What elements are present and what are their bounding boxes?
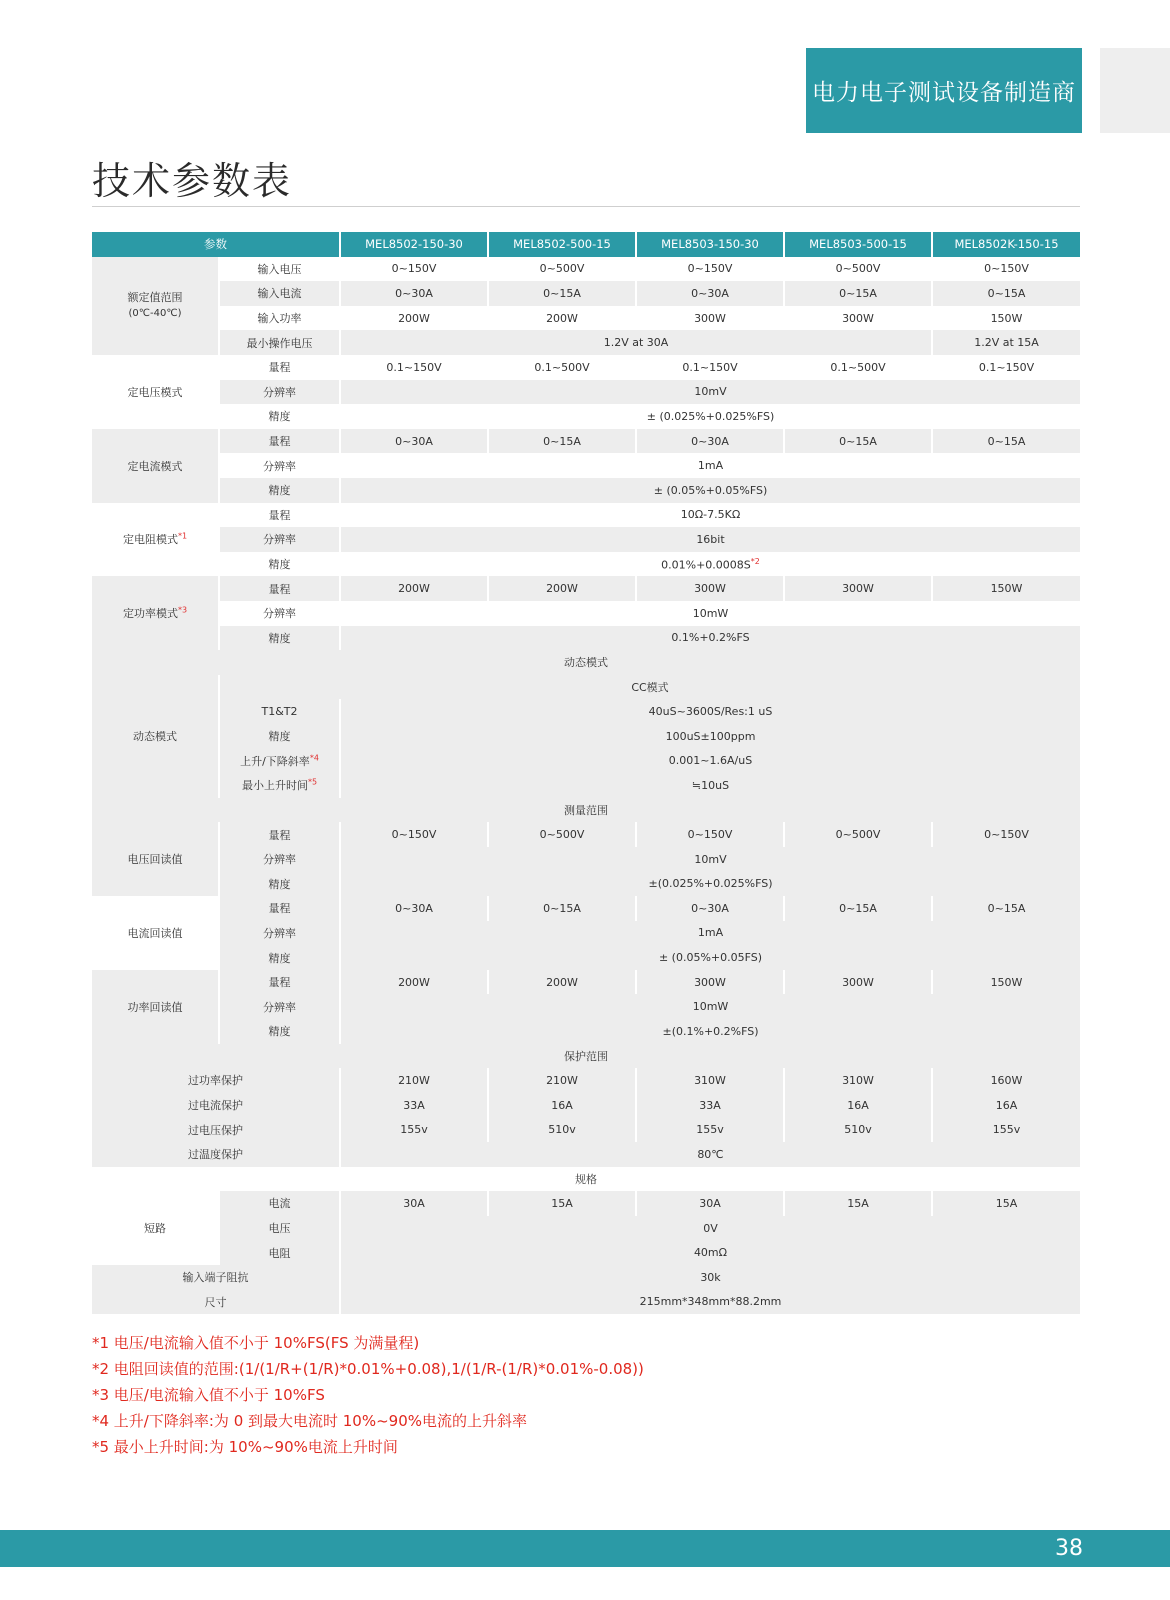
brand-tab: 电力电子测试设备制造商 (806, 48, 1082, 133)
row-label: 量程 (219, 503, 340, 528)
cell: 10mW (340, 601, 1080, 626)
cell: ± (0.025%+0.025%FS) (340, 404, 1080, 429)
row-label: 量程 (219, 970, 340, 995)
section-title: 保护范围 (92, 1044, 1080, 1069)
table-row (92, 1265, 1080, 1290)
cell: 0~30A (340, 281, 488, 306)
model-header: MEL8502-150-30 (340, 232, 488, 257)
cell: 200W (340, 306, 488, 331)
group-label-pr: 功率回读值 (92, 970, 219, 1044)
page-title: 技术参数表 (92, 159, 293, 203)
cell: 10Ω-7.5KΩ (340, 503, 1080, 528)
page-number: 38 (1055, 1536, 1083, 1561)
table-row (92, 699, 1080, 724)
table-row (92, 1290, 1080, 1315)
cell: 0~15A (932, 896, 1080, 921)
row-label: 分辨率 (219, 601, 340, 626)
table-row (92, 576, 1080, 601)
row-label: 分辨率 (219, 453, 340, 478)
table-row (92, 257, 1080, 282)
row-label: 输入功率 (219, 306, 340, 331)
param-header: 参数 (92, 232, 340, 257)
footnote: *3 电压/电流输入值不小于 10%FS (92, 1386, 325, 1404)
cell: 0~30A (636, 429, 784, 454)
table-row (92, 945, 1080, 970)
row-label: 电阻 (219, 1240, 340, 1265)
cell: 16bit (340, 527, 1080, 552)
table-row (92, 1191, 1080, 1216)
model-header: MEL8502-500-15 (488, 232, 636, 257)
table-row (92, 429, 1080, 454)
table-row (92, 1240, 1080, 1265)
cell: 30A (636, 1191, 784, 1216)
cell: 15A (932, 1191, 1080, 1216)
cell: 10mV (340, 380, 1080, 405)
table-header-row (92, 232, 1080, 257)
table-row (92, 503, 1080, 528)
cell: 0~500V (784, 257, 932, 282)
cell: 200W (488, 576, 636, 601)
spec-table (92, 232, 1080, 1314)
section-row (92, 1044, 1080, 1069)
row-label: 精度 (219, 1019, 340, 1044)
row-label: 输入电流 (219, 281, 340, 306)
cell: 1mA (340, 453, 1080, 478)
table-row (92, 724, 1080, 749)
cell: 0~150V (636, 257, 784, 282)
cell: 0.1~150V (636, 355, 784, 380)
cell: 0~150V (340, 822, 488, 847)
table-row (92, 306, 1080, 331)
table-row (92, 994, 1080, 1019)
row-label: 过电流保护 (92, 1093, 340, 1118)
footnote: *2 电阻回读值的范围:(1/(1/R+(1/R)*0.01%+0.08),1/(1/R-(1/R)*0.01%-0.08)) (92, 1360, 644, 1378)
cell: ≒10uS (340, 773, 1080, 798)
cell: 200W (488, 306, 636, 331)
section-row (92, 650, 1080, 675)
row-label: 量程 (219, 822, 340, 847)
cell: 310W (636, 1068, 784, 1093)
cell: 0~15A (932, 429, 1080, 454)
row-label: 分辨率 (219, 921, 340, 946)
cell: 200W (340, 970, 488, 995)
row-label: 精度 (219, 552, 340, 577)
row-label: 量程 (219, 355, 340, 380)
table-row (92, 281, 1080, 306)
group-label-dyn: 动态模式 (92, 675, 219, 798)
model-header: MEL8502K-150-15 (932, 232, 1080, 257)
cell: 150W (932, 576, 1080, 601)
cell: 0~150V (932, 822, 1080, 847)
section-row (92, 1167, 1080, 1192)
cell: 510v (784, 1117, 932, 1142)
cell: 300W (636, 576, 784, 601)
cell: 0~15A (784, 896, 932, 921)
row-label: 输入端子阻抗 (92, 1265, 340, 1290)
table-row (92, 1142, 1080, 1167)
row-label: 量程 (219, 429, 340, 454)
cell: 1.2V at 30A (340, 330, 932, 355)
cell: 155v (636, 1117, 784, 1142)
cell: 160W (932, 1068, 1080, 1093)
table-row (92, 453, 1080, 478)
cell: 310W (784, 1068, 932, 1093)
table-row (92, 626, 1080, 651)
group-label-cp: 定功率模式$^{*3}$ (92, 576, 219, 650)
table-row (92, 921, 1080, 946)
row-label: 电流 (219, 1191, 340, 1216)
cell: 210W (340, 1068, 488, 1093)
row-label: 最小上升时间$^{*5}$ (219, 773, 340, 798)
group-label-ir: 电流回读值 (92, 896, 219, 970)
cell: 16A (784, 1093, 932, 1118)
group-label-vr: 电压回读值 (92, 822, 219, 896)
row-label: 精度 (219, 871, 340, 896)
table-row (92, 1019, 1080, 1044)
table-row (92, 1093, 1080, 1118)
cell: 0~15A (488, 281, 636, 306)
row-label: 最小操作电压 (219, 330, 340, 355)
row-label: T1&T2 (219, 699, 340, 724)
cell: 33A (340, 1093, 488, 1118)
row-label: 尺寸 (92, 1290, 340, 1315)
cell: 16A (932, 1093, 1080, 1118)
cell: 0.1%+0.2%FS (340, 626, 1080, 651)
table-row (92, 330, 1080, 355)
cell: 0~15A (784, 429, 932, 454)
cell: 150W (932, 970, 1080, 995)
row-label: 精度 (219, 724, 340, 749)
cell: $0.01\%+0.0008S^{*2}$ (340, 552, 1080, 577)
cell: 0~150V (636, 822, 784, 847)
table-row (92, 970, 1080, 995)
table-row (92, 527, 1080, 552)
cell: CC模式 (219, 675, 1080, 700)
cell: ±(0.025%+0.025%FS) (340, 871, 1080, 896)
cell: 510v (488, 1117, 636, 1142)
row-label: 精度 (219, 626, 340, 651)
group-label-cr: 定电阻模式$^{*1}$ (92, 503, 219, 577)
row-label: 过温度保护 (92, 1142, 340, 1167)
cell: 0~150V (932, 257, 1080, 282)
table-row (92, 1068, 1080, 1093)
cell: 80℃ (340, 1142, 1080, 1167)
cell: 16A (488, 1093, 636, 1118)
cell: 33A (636, 1093, 784, 1118)
cell: ± (0.05%+0.05FS) (340, 945, 1080, 970)
row-label: 量程 (219, 576, 340, 601)
row-label: 精度 (219, 945, 340, 970)
row-label: 分辨率 (219, 527, 340, 552)
cell: 0~30A (340, 429, 488, 454)
table-row (92, 773, 1080, 798)
cell: 30A (340, 1191, 488, 1216)
section-title: 规格 (92, 1167, 1080, 1192)
table-row (92, 380, 1080, 405)
cell: 0~30A (636, 281, 784, 306)
cell: 0~500V (488, 822, 636, 847)
footnotes (92, 1330, 644, 1460)
cell: 0.1~500V (488, 355, 636, 380)
row-label: 电压 (219, 1216, 340, 1241)
group-label-short: 短路 (92, 1191, 219, 1265)
footnote: *5 最小上升时间:为 10%~90%电流上升时间 (92, 1438, 398, 1456)
table-row (92, 478, 1080, 503)
table-row (92, 748, 1080, 773)
cell: 0.1~150V (932, 355, 1080, 380)
cell: 300W (784, 970, 932, 995)
cell: 300W (784, 306, 932, 331)
cell: 150W (932, 306, 1080, 331)
row-label: 过电压保护 (92, 1117, 340, 1142)
row-label: 分辨率 (219, 847, 340, 872)
row-label: 分辨率 (219, 994, 340, 1019)
row-label: 分辨率 (219, 380, 340, 405)
cell: 210W (488, 1068, 636, 1093)
cell: 300W (784, 576, 932, 601)
table-row (92, 675, 1080, 700)
table-row (92, 552, 1080, 577)
cell: 215mm*348mm*88.2mm (340, 1290, 1080, 1315)
cell: 15A (488, 1191, 636, 1216)
model-header: MEL8503-500-15 (784, 232, 932, 257)
group-label-cc: 定电流模式 (92, 429, 219, 503)
section-title: 测量范围 (92, 798, 1080, 823)
group-label-cv: 定电压模式 (92, 355, 219, 429)
cell: 0~15A (488, 896, 636, 921)
cell: 0~15A (932, 281, 1080, 306)
cell: 0~150V (340, 257, 488, 282)
cell: 0.001~1.6A/uS (340, 748, 1080, 773)
group-label-rated: 额定值范围 (0℃-40℃) (92, 257, 219, 355)
section-row (92, 798, 1080, 823)
cell: 0~30A (636, 896, 784, 921)
cell: 155v (340, 1117, 488, 1142)
footnote: *4 上升/下降斜率:为 0 到最大电流时 10%~90%电流的上升斜率 (92, 1412, 528, 1430)
row-label: 量程 (219, 896, 340, 921)
cell: 0~15A (784, 281, 932, 306)
cell: 1.2V at 15A (932, 330, 1080, 355)
section-title: 动态模式 (92, 650, 1080, 675)
table-row (92, 404, 1080, 429)
row-label: 上升/下降斜率$^{*4}$ (219, 748, 340, 773)
cell: 155v (932, 1117, 1080, 1142)
cell: 40mΩ (340, 1240, 1080, 1265)
table-row (92, 896, 1080, 921)
cell: ± (0.05%+0.05%FS) (340, 478, 1080, 503)
table-row (92, 847, 1080, 872)
cell: 300W (636, 306, 784, 331)
cell: 0V (340, 1216, 1080, 1241)
cell: ±(0.1%+0.2%FS) (340, 1019, 1080, 1044)
cell: 0.1~150V (340, 355, 488, 380)
cell: 0~15A (488, 429, 636, 454)
cell: 100uS±100ppm (340, 724, 1080, 749)
title-divider (92, 206, 1080, 207)
cell: 0~30A (340, 896, 488, 921)
cell: 0~500V (784, 822, 932, 847)
cell: 10mW (340, 994, 1080, 1019)
row-label: 精度 (219, 478, 340, 503)
footnote: *1 电压/电流输入值不小于 10%FS(FS 为满量程) (92, 1334, 420, 1352)
cell: 15A (784, 1191, 932, 1216)
table-row (92, 871, 1080, 896)
cell: 200W (340, 576, 488, 601)
cell: 0.1~500V (784, 355, 932, 380)
grey-side-tab (1100, 48, 1170, 133)
row-label: 精度 (219, 404, 340, 429)
model-header: MEL8503-150-30 (636, 232, 784, 257)
cell: 0~500V (488, 257, 636, 282)
table-row (92, 355, 1080, 380)
table-row (92, 822, 1080, 847)
cell: 10mV (340, 847, 1080, 872)
cell: 30k (340, 1265, 1080, 1290)
table-row (92, 1117, 1080, 1142)
table-row (92, 1216, 1080, 1241)
cell: 200W (488, 970, 636, 995)
footer-bar (0, 1530, 1170, 1567)
cell: 1mA (340, 921, 1080, 946)
table-row (92, 601, 1080, 626)
cell: 40uS~3600S/Res:1 uS (340, 699, 1080, 724)
row-label: 过功率保护 (92, 1068, 340, 1093)
cell: 300W (636, 970, 784, 995)
row-label: 输入电压 (219, 257, 340, 282)
